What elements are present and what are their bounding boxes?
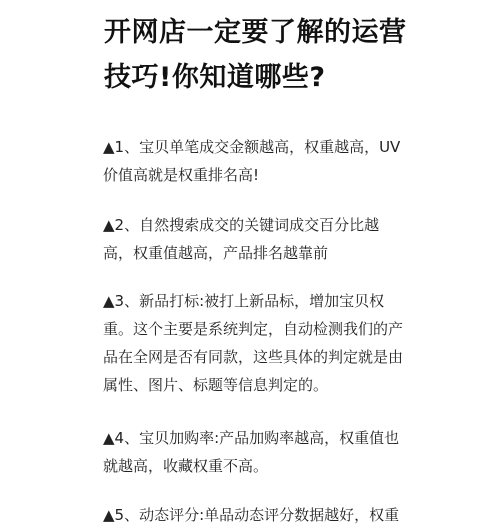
tip-item-2 — [103, 211, 403, 267]
tip-item-5 — [103, 501, 403, 529]
tip-line: 就越高，收藏权重不高。 — [103, 457, 269, 475]
tip-line: ▲5、动态评分:单品动态评分数据越好，权重 — [103, 506, 400, 524]
tip-line: 品在全网是否有同款，这些具体的判定就是由 — [103, 348, 404, 366]
tip-line: 重。这个主要是系统判定，自动检测我们的产 — [103, 320, 404, 338]
tip-item-3 — [103, 287, 403, 399]
tip-line: ▲4、宝贝加购率:产品加购率越高，权重值也 — [103, 429, 400, 447]
tip-line: ▲3、新品打标:被打上新品标，增加宝贝权 — [103, 292, 385, 310]
title-line: 技巧!你知道哪些? — [104, 62, 326, 93]
title-line: 开网店一定要了解的运营 — [104, 17, 407, 48]
tip-line: ▲1、宝贝单笔成交金额越高，权重越高，UV — [103, 138, 401, 156]
tip-item-1 — [103, 133, 403, 189]
tip-line: ▲2、自然搜索成交的关键词成交百分比越 — [103, 216, 380, 234]
tip-line: 属性、图片、标题等信息判定的。 — [103, 376, 329, 394]
article-title — [104, 10, 407, 100]
tip-item-4 — [103, 424, 403, 480]
tip-line: 高，权重值越高，产品排名越靠前 — [103, 244, 329, 262]
tip-line: 价值高就是权重排名高! — [103, 166, 260, 184]
